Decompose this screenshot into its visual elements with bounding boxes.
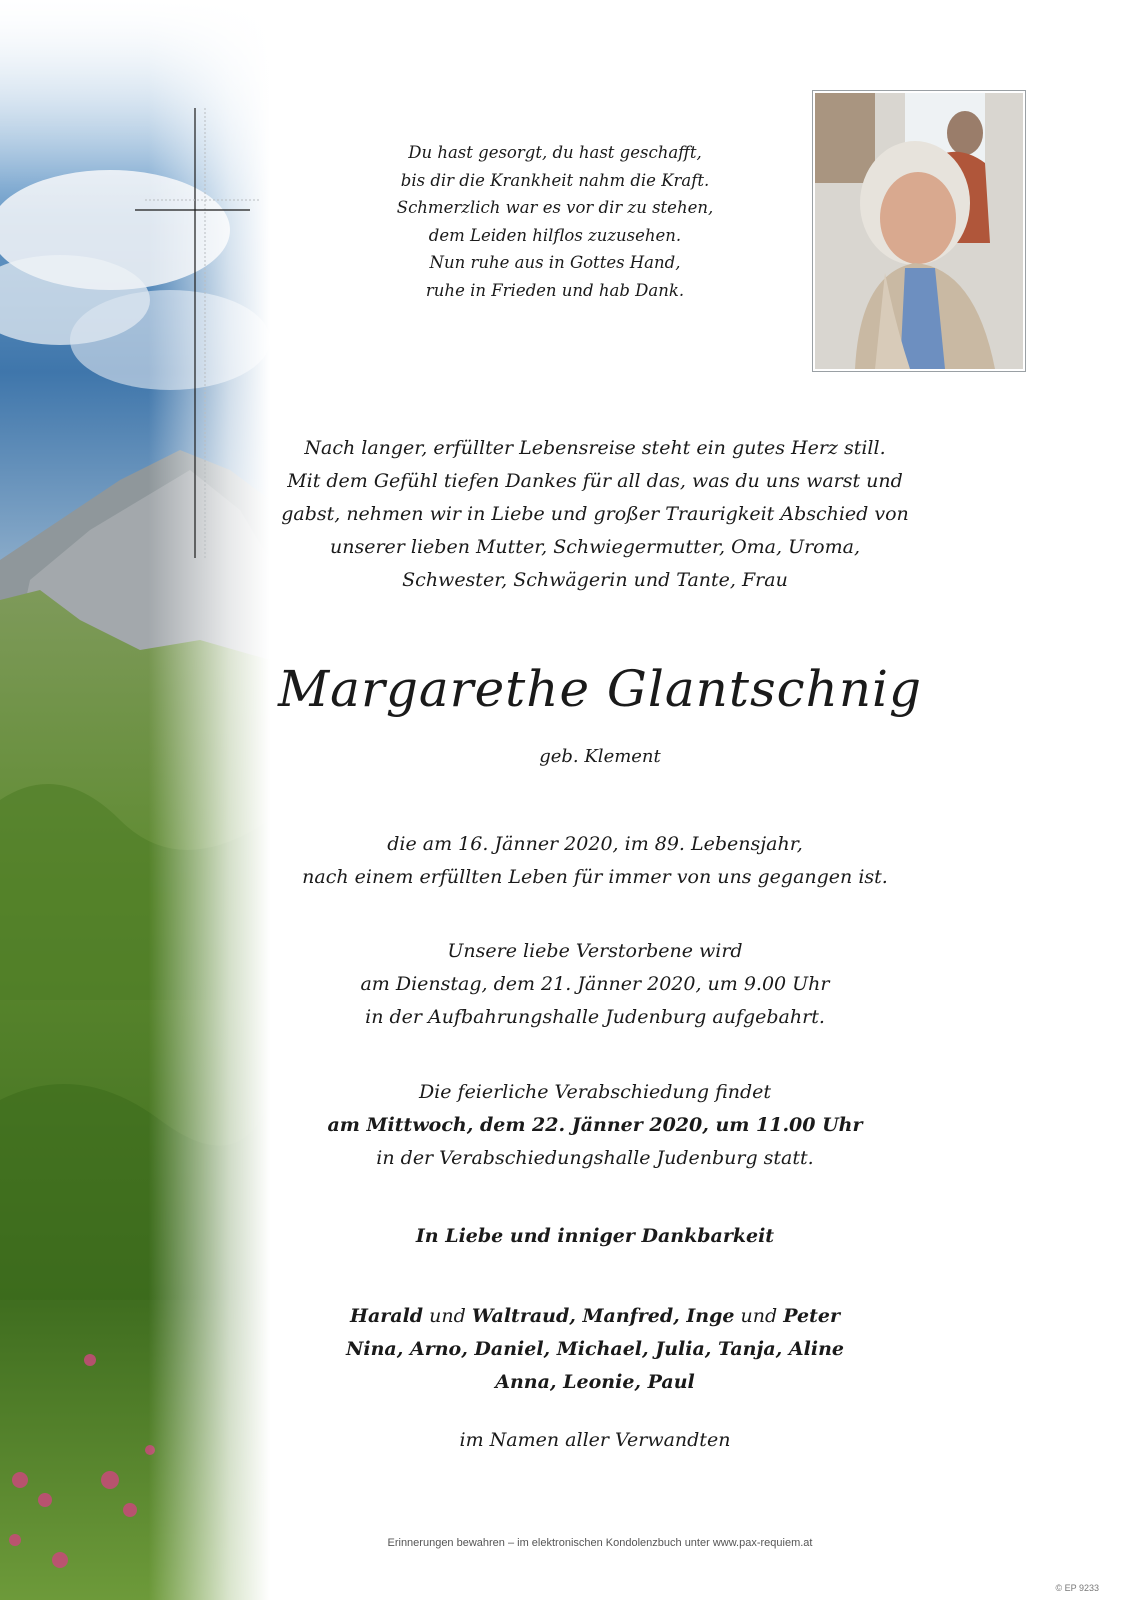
footer-text: Erinnerungen bewahren – im elektronischen Kondolenzbuch unter www.pax-requiem.at: [387, 1537, 813, 1549]
cross-icon: [135, 108, 265, 562]
mourner-name: Waltraud, Manfred, Inge: [471, 1305, 735, 1327]
deceased-name: Margarethe Glantschnig: [277, 660, 923, 718]
farewell-location: in der Verabschiedungshalle Judenburg statt.: [376, 1147, 814, 1169]
relatives-text: im Namen aller Verwandten: [459, 1429, 731, 1451]
intro-text: [255, 432, 935, 597]
intro-line: Schwester, Schwägerin und Tante, Frau: [402, 569, 788, 591]
farewell-date: am Mittwoch, dem 22. Jänner 2020, um 11.00 Uhr: [327, 1114, 863, 1136]
intro-line: Mit dem Gefühl tiefen Dankes für all das, was du uns warst und: [287, 470, 903, 492]
poem-line: ruhe in Frieden und hab Dank.: [425, 280, 685, 300]
death-info: [255, 828, 935, 894]
viewing-info: [255, 935, 935, 1034]
conjunction: und: [740, 1305, 778, 1327]
intro-line: Nach langer, erfüllter Lebensreise steht ein gutes Herz still.: [304, 437, 886, 459]
conjunction: und: [429, 1305, 466, 1327]
intro-line: gabst, nehmen wir in Liebe und großer Traurigkeit Abschied von: [281, 503, 909, 525]
poem-line: Nun ruhe aus in Gottes Hand,: [429, 253, 681, 272]
poem-line: Schmerzlich war es vor dir zu stehen,: [396, 198, 714, 217]
poem-line: Du hast gesorgt, du hast geschafft,: [408, 143, 702, 162]
farewell-info: [255, 1076, 935, 1175]
mourners-line: [255, 1300, 935, 1333]
mourners-line: Nina, Arno, Daniel, Michael, Julia, Tanja, Aline: [346, 1338, 844, 1360]
death-line: nach einem erfüllten Leben für immer von uns gegangen ist.: [302, 866, 888, 888]
intro-line: unserer lieben Mutter, Schwiegermutter, Oma, Uroma,: [329, 536, 860, 558]
closing-text: In Liebe und inniger Dankbarkeit: [415, 1225, 775, 1247]
mourner-name: Peter: [783, 1305, 840, 1327]
poem-line: dem Leiden hilflos zuzusehen.: [428, 225, 682, 245]
viewing-line: in der Aufbahrungshalle Judenburg aufgebahrt.: [365, 1006, 825, 1028]
mourner-name: Harald: [350, 1305, 424, 1327]
mourners-line: Anna, Leonie, Paul: [495, 1371, 695, 1393]
viewing-line: Unsere liebe Verstorbene wird: [447, 940, 743, 962]
farewell-line: Die feierliche Verabschiedung findet: [418, 1081, 772, 1103]
death-line: die am 16. Jänner 2020, im 89. Lebensjahr,: [387, 833, 803, 855]
mourners: [255, 1300, 935, 1399]
poem: [390, 139, 720, 304]
portrait-photo: [812, 90, 1026, 372]
poem-line: bis dir die Krankheit nahm die Kraft.: [400, 170, 710, 190]
maiden-name: geb. Klement: [539, 746, 661, 767]
viewing-line: am Dienstag, dem 21. Jänner 2020, um 9.00 Uhr: [360, 973, 830, 995]
document-code: © EP 9233: [1055, 1583, 1099, 1593]
